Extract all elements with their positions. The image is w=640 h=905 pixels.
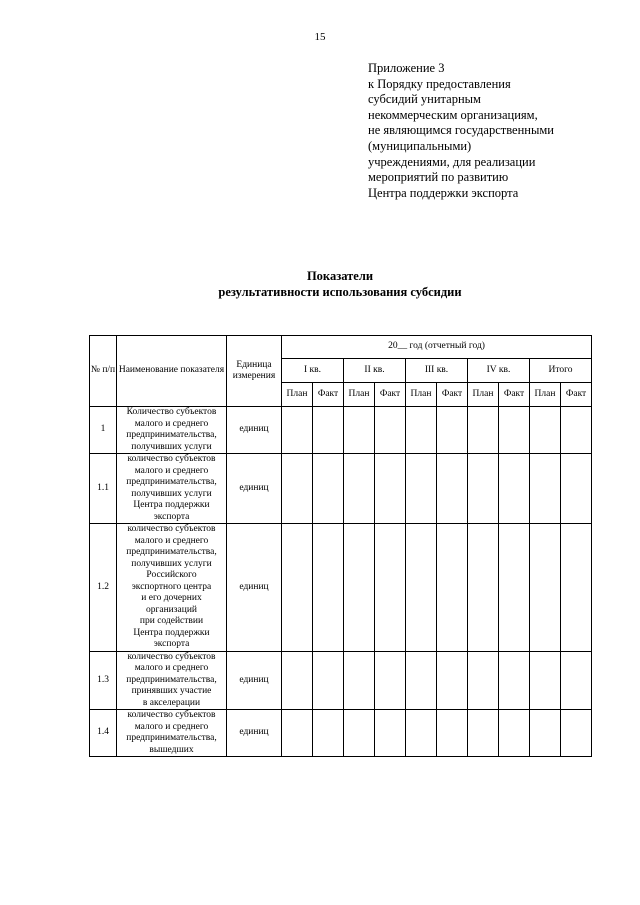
value-cell xyxy=(344,524,375,652)
value-cell xyxy=(468,407,499,454)
header-name: Наименование показателя xyxy=(117,336,227,407)
indicator-name xyxy=(117,710,227,757)
indicator-name-line: Российского xyxy=(146,570,197,580)
indicator-name-line: количество субъектов xyxy=(127,651,216,662)
value-cell xyxy=(344,454,375,524)
indicator-name xyxy=(117,651,227,710)
value-cell xyxy=(282,651,313,710)
value-cell xyxy=(375,710,406,757)
indicator-name-line: малого и среднего xyxy=(134,663,209,673)
value-cell xyxy=(499,407,530,454)
value-cell xyxy=(375,454,406,524)
unit-cell: единиц xyxy=(227,454,282,524)
table-row xyxy=(90,454,592,524)
header-plan: План xyxy=(468,383,499,407)
unit-cell: единиц xyxy=(227,524,282,652)
value-cell xyxy=(344,407,375,454)
header-plan: План xyxy=(406,383,437,407)
header-period: IV кв. xyxy=(468,359,530,383)
appendix-line: не являющимся государственными xyxy=(368,123,554,138)
indicator-name-line: малого и среднего xyxy=(134,418,209,429)
row-number: 1.3 xyxy=(90,651,117,710)
appendix-line: Центра поддержки экспорта xyxy=(368,185,519,200)
value-cell xyxy=(468,651,499,710)
header-period: III кв. xyxy=(406,359,468,383)
indicator-name-line: экспортного центра xyxy=(131,581,212,592)
value-cell xyxy=(406,407,437,454)
value-cell xyxy=(499,710,530,757)
value-cell xyxy=(313,710,344,757)
value-cell xyxy=(375,407,406,454)
header-unit: Единица измерения xyxy=(227,336,282,407)
page-number: 15 xyxy=(314,31,326,43)
header-fact: Факт xyxy=(499,383,530,407)
indicator-name-line: получивших услуги xyxy=(131,558,212,569)
value-cell xyxy=(282,710,313,757)
appendix-line: учреждениями, для реализации xyxy=(368,154,536,169)
header-plan: План xyxy=(282,383,313,407)
appendix-line: Приложение 3 xyxy=(368,61,445,75)
indicator-name-line: организаций xyxy=(145,604,197,615)
indicator-name-line: малого и среднего xyxy=(134,465,209,476)
value-cell xyxy=(499,651,530,710)
indicator-name-line: получивших услуги xyxy=(131,488,212,499)
indicator-name-line: Центра поддержки xyxy=(133,627,210,638)
table-row xyxy=(90,651,592,710)
indicator-name-line: Центра поддержки xyxy=(133,500,210,510)
value-cell xyxy=(530,710,561,757)
header-year: 20__ год (отчетный год) xyxy=(282,336,592,359)
row-number: 1.4 xyxy=(90,710,117,757)
value-cell xyxy=(468,710,499,757)
indicator-name-line: получивших услуги xyxy=(131,441,212,452)
document-title xyxy=(0,268,640,300)
value-cell xyxy=(468,524,499,652)
table-row xyxy=(90,524,592,652)
value-cell xyxy=(313,651,344,710)
appendix-line: мероприятий по развитию xyxy=(368,170,509,185)
header-fact: Факт xyxy=(375,383,406,407)
header-plan: План xyxy=(530,383,561,407)
indicator-name-line: при содействии xyxy=(139,616,204,626)
row-number: 1.1 xyxy=(90,454,117,524)
value-cell xyxy=(282,407,313,454)
indicator-name-line: предпринимательства, xyxy=(126,430,217,440)
appendix-line: к Порядку предоставления xyxy=(368,76,511,91)
value-cell xyxy=(530,524,561,652)
value-cell xyxy=(530,454,561,524)
header-fact: Факт xyxy=(561,383,592,407)
title-line-2: результативности использования субсидии xyxy=(218,285,462,299)
value-cell xyxy=(561,651,592,710)
value-cell xyxy=(437,651,468,710)
appendix-line: некоммерческим организациям, xyxy=(368,107,538,122)
header-period: Итого xyxy=(530,359,592,383)
value-cell xyxy=(530,651,561,710)
header-plan: План xyxy=(344,383,375,407)
unit-cell: единиц xyxy=(227,651,282,710)
value-cell xyxy=(561,407,592,454)
header-period: II кв. xyxy=(344,359,406,383)
indicator-name xyxy=(117,407,227,454)
value-cell xyxy=(530,407,561,454)
indicator-name xyxy=(117,524,227,652)
value-cell xyxy=(437,710,468,757)
value-cell xyxy=(313,454,344,524)
value-cell xyxy=(406,710,437,757)
value-cell xyxy=(406,524,437,652)
indicator-name-line: количество субъектов xyxy=(127,524,216,534)
appendix-line: (муниципальными) xyxy=(368,138,472,153)
unit-cell: единиц xyxy=(227,710,282,757)
appendix-block xyxy=(368,61,628,201)
value-cell xyxy=(282,454,313,524)
value-cell xyxy=(499,454,530,524)
value-cell xyxy=(561,454,592,524)
indicator-name-line: экспорта xyxy=(153,511,190,522)
title-line-1: Показатели xyxy=(306,269,374,283)
indicator-name-line: малого и среднего xyxy=(134,721,209,732)
indicator-name-line: предпринимательства, xyxy=(126,733,217,743)
indicator-name-line: Количество субъектов xyxy=(126,407,217,417)
value-cell xyxy=(406,454,437,524)
value-cell xyxy=(406,651,437,710)
value-cell xyxy=(313,524,344,652)
appendix-line: субсидий унитарным xyxy=(368,92,481,107)
row-number: 1.2 xyxy=(90,524,117,652)
value-cell xyxy=(375,524,406,652)
unit-cell: единиц xyxy=(227,407,282,454)
value-cell xyxy=(561,524,592,652)
value-cell xyxy=(313,407,344,454)
header-fact: Факт xyxy=(313,383,344,407)
table-body xyxy=(90,407,592,757)
indicator-name-line: количество субъектов xyxy=(127,454,216,464)
value-cell xyxy=(282,524,313,652)
indicators-table xyxy=(89,335,592,757)
row-number: 1 xyxy=(90,407,117,454)
indicator-name-line: принявших участие xyxy=(131,686,212,696)
table-row xyxy=(90,710,592,757)
value-cell xyxy=(344,710,375,757)
value-cell xyxy=(344,651,375,710)
value-cell xyxy=(437,524,468,652)
value-cell xyxy=(468,454,499,524)
indicator-name-line: вышедших xyxy=(149,744,194,755)
indicator-name-line: предпринимательства, xyxy=(126,477,217,487)
header-num: № п/п xyxy=(90,336,117,407)
indicator-name-line: предпринимательства, xyxy=(126,674,217,685)
header-fact: Факт xyxy=(437,383,468,407)
indicator-name xyxy=(117,454,227,524)
value-cell xyxy=(499,524,530,652)
indicator-name-line: в акселерации xyxy=(142,697,201,708)
indicator-name-line: количество субъектов xyxy=(127,710,216,720)
value-cell xyxy=(437,407,468,454)
header-period: I кв. xyxy=(282,359,344,383)
indicator-name-line: экспорта xyxy=(153,639,190,649)
indicator-name-line: и его дочерних xyxy=(141,593,202,603)
value-cell xyxy=(437,454,468,524)
indicator-name-line: малого и среднего xyxy=(134,535,209,546)
table-row xyxy=(90,407,592,454)
value-cell xyxy=(561,710,592,757)
value-cell xyxy=(375,651,406,710)
indicator-name-line: предпринимательства, xyxy=(126,547,217,557)
